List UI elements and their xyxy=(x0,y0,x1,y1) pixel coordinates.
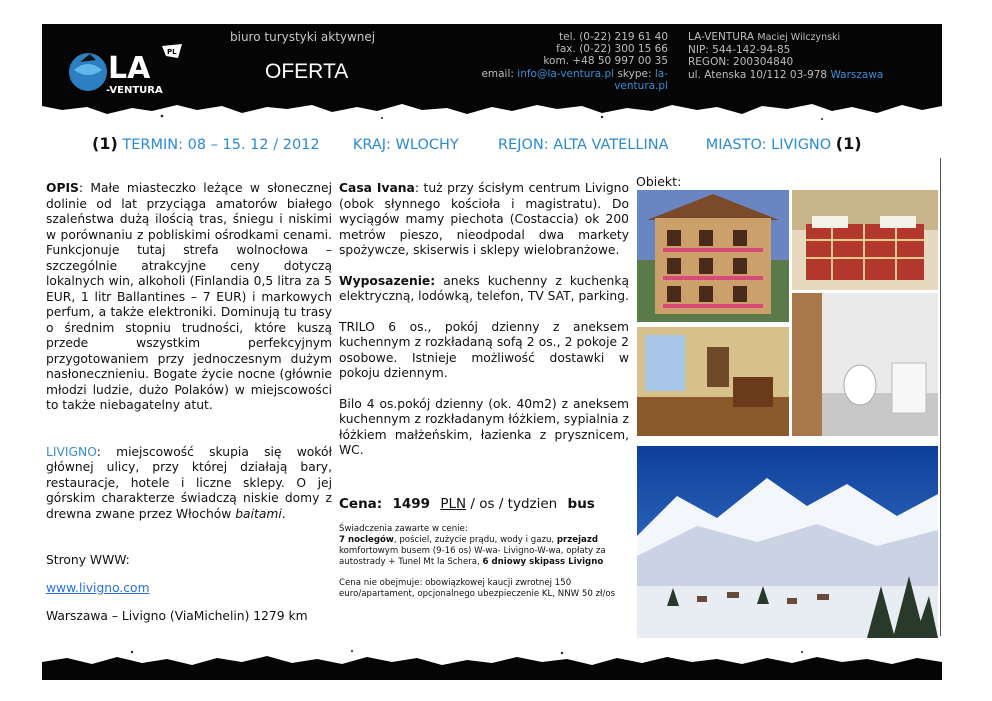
distance-text: Warszawa – Livigno (ViaMichelin) 1279 km xyxy=(46,609,308,623)
contact-tel: tel. (0-22) 219 61 40 xyxy=(559,31,668,43)
term-dates: TERMIN: 08 – 15. 12 / 2012 xyxy=(122,137,320,153)
term-number-right: (1) xyxy=(835,134,862,153)
casa-paragraph: Casa Ivana: tuż przy ścisłym centrum Livigno (obok słynnego kościoła i magistratu). Do wyciągów mamy piechota (Costaccia) ok 200 metrów pieszo, nieodpodal dwa markety spożywcze, skiserwis i sklepy wielobranżowe. xyxy=(339,181,629,257)
torn-edge-top xyxy=(42,96,942,122)
svg-text:PL: PL xyxy=(167,48,177,56)
description-column xyxy=(46,181,332,625)
equipment-paragraph: Wyposazenie: aneks kuchenny z kuchenką elektryczną, lodówką, telefon, TV SAT, parking. xyxy=(339,273,629,303)
la-ventura-logo xyxy=(66,40,186,98)
livigno-website-link[interactable]: www.livigno.com xyxy=(46,580,150,595)
photo-hotel-exterior xyxy=(637,190,789,322)
object-label: Obiekt: xyxy=(636,174,682,189)
photo-bedroom xyxy=(792,190,938,290)
torn-edge-bottom xyxy=(42,648,942,680)
accommodation-column xyxy=(339,181,629,600)
company-name: LA-VENTURA xyxy=(688,31,755,43)
bilo-paragraph: Bilo 4 os.pokój dzienny (ok. 40m2) z aneksem kuchennym z rozkładanym łóżkiem, sypialnia z łóżkiem małżeńskim, łazienka z prysznicem, WC. xyxy=(339,396,629,457)
trilo-paragraph: TRILO 6 os., pokój dzienny z aneksem kuchennym z rozkładaną sofą 2 os., 2 pokoje 2 osobowe. Istnieje możliwość dostawki w pokoju dziennym. xyxy=(339,319,629,380)
contact-block xyxy=(428,31,668,92)
company-regon: REGON: 200304840 xyxy=(688,56,794,69)
svg-text:-VENTURA: -VENTURA xyxy=(106,85,163,96)
svg-text:LA: LA xyxy=(108,51,151,86)
skype-link[interactable]: la-ventura.pl xyxy=(614,67,668,92)
contact-email-skype: email: info@la-ventura.pl skype: la-ventura.pl xyxy=(481,67,668,92)
column-rule xyxy=(940,158,941,636)
photo-living-room xyxy=(637,327,789,436)
company-address: ul. Atenska 10/112 03-978 xyxy=(688,68,828,81)
price-value: 1499 xyxy=(392,495,431,512)
company-nip: NIP: 544-142-94-85 xyxy=(688,44,791,57)
term-region: REJON: ALTA VATELLINA xyxy=(497,137,669,153)
term-line xyxy=(92,134,912,153)
term-country: KRAJ: WLOCHY xyxy=(352,137,459,153)
photo-livigno-panorama xyxy=(637,446,938,638)
contact-kom: kom. +48 50 997 00 35 xyxy=(543,55,668,68)
company-owner: Maciej Wilczynski xyxy=(757,32,841,43)
www-label: Strony WWW: xyxy=(46,553,130,567)
page-title: OFERTA xyxy=(265,60,349,83)
tagline: biuro turystyki aktywnej xyxy=(230,30,376,44)
price-currency: PLN xyxy=(440,495,467,512)
photo-bathroom xyxy=(792,293,938,436)
livigno-paragraph: LIVIGNO: miejscowość skupia się wokół głównej ulicy, przy której działają bary, restauracje, hotele i liczne sklepy. O jej górskim charakterze świadczą niskie domy z drewna zwane przez Włochów baitami. xyxy=(46,444,332,521)
company-block xyxy=(688,31,938,81)
term-city: MIASTO: LIVIGNO xyxy=(705,137,832,153)
included-services: Świadczenia zawarte w cenie: 7 noclegów, pościel, zużycie prądu, wody i gazu, przejazd komfortowym busem (9-16 os) W-wa- Livigno-W-wa, opłaty za autostrady + Tunel Mt la Schera, 6 dniowy skipass Livigno xyxy=(339,524,606,567)
price-line: Cena: 1499 PLN / os / tydzien bus xyxy=(339,495,595,512)
contact-fax: fax. (0-22) 300 15 66 xyxy=(556,43,668,56)
excluded-services: Cena nie obejmuje: obowiązkowej kaucji zwrotnej 150 euro/apartament, opcjonalnego ubezpieczenie KL, NNW 50 zł/os xyxy=(339,578,616,599)
company-city: Warszawa xyxy=(830,68,884,81)
term-number-left: (1) xyxy=(92,134,118,153)
email-link[interactable]: info@la-ventura.pl xyxy=(517,67,615,80)
opis-paragraph: OPIS: Małe miasteczko leżące w słonecznej dolinie od lat przyciąga amatorów białego szaleństwa dużą ilością tras, śniegu i niskimi w porównaniu z pobliskimi ośrodkami cenami. Funkcjonuje tutaj strefa wolnocłowa – szczególnie atrakcyjne ceny dotyczą lokalnych win, alkoholi (Finlandia 0,5 litra za 5 EUR, 1 litr Ballantines – 7 EUR) i markowych perfum, a także elektroniki. Dominują tu trasy o średnim stopniu trudności, które kuszą przede wszystkim perfekcyjnym przygotowaniem przy jednoczesnym dużym nasłonecznieniu. Bogate życie nocne (głównie młodzi ludzie, dużo Polaków) w miejscowości to także niebagatelny atut. xyxy=(46,181,332,412)
